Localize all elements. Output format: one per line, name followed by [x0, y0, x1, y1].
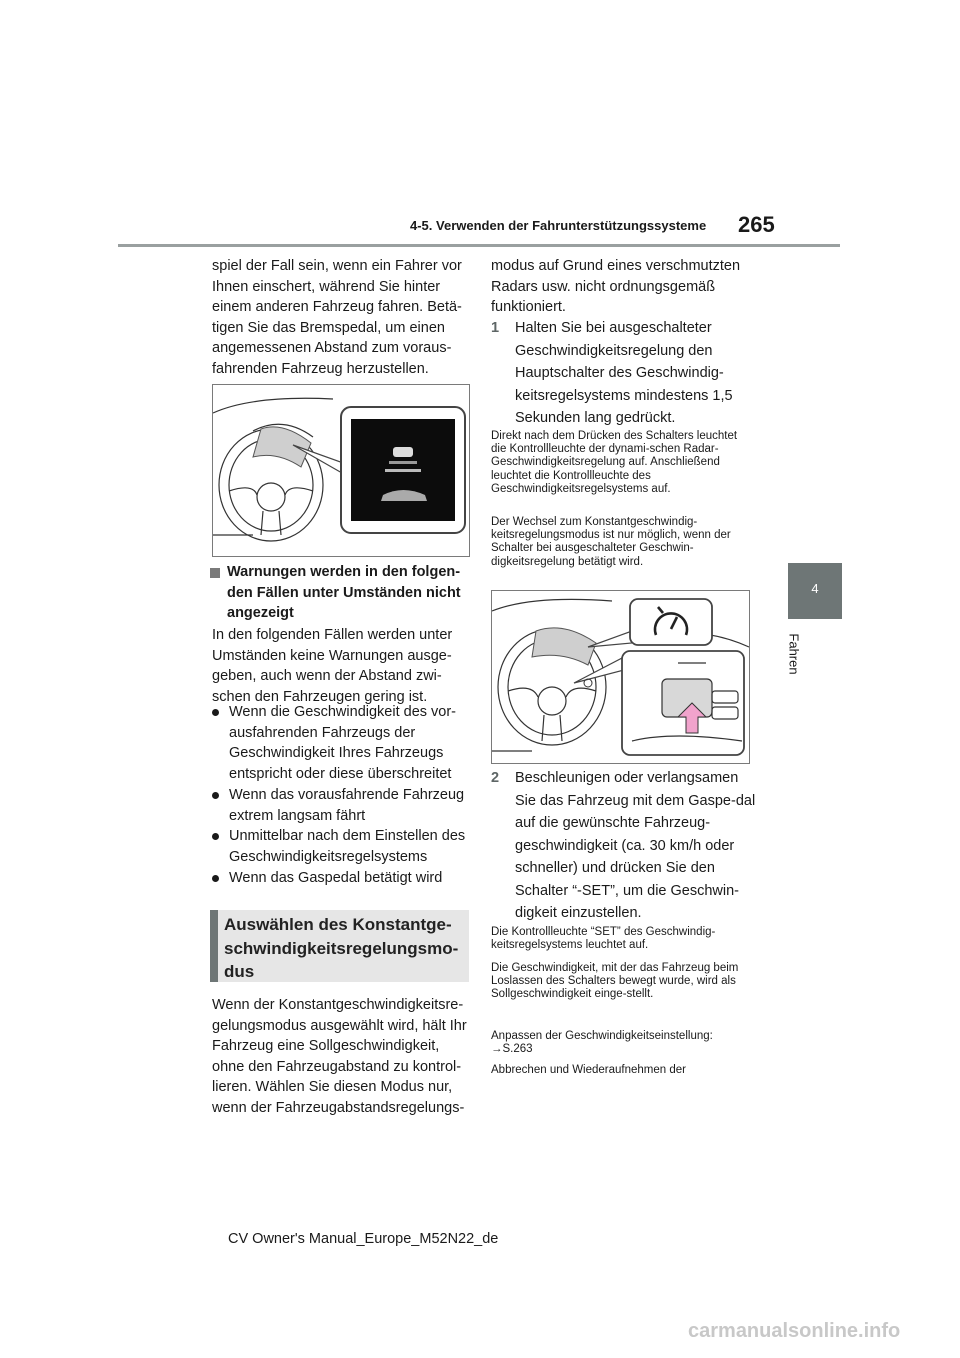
step-number: 2 [491, 770, 500, 786]
list-item [212, 702, 472, 784]
section-heading-box [210, 910, 469, 982]
section-heading: Auswählen des Konstantge-schwindigkeitsregelungsmo-dus [224, 915, 459, 981]
chapter-tab[interactable] [788, 563, 842, 619]
bullet-dot-icon [212, 792, 219, 799]
warn-paragraph-block [212, 625, 474, 707]
note: Direkt nach dem Drücken des Schalters leuchtet die Kontrollleuchte der dynami-schen Radar-Geschwindigkeitsregelung auf. Anschließend leuchtet die Kontrollleuchte des Geschwindigkeitsregelsystems auf. [491, 430, 738, 495]
list-item-text: Wenn das Gaspedal betätigt wird [229, 870, 443, 886]
warn-heading-text: Warnungen werden in den folgen-den Fällen unter Umständen nicht angezeigt [227, 564, 461, 621]
list-item [212, 826, 472, 867]
illustration-steering-switch [491, 590, 750, 764]
step-1 [491, 317, 761, 430]
steering-display-illustration [213, 385, 469, 556]
list-item [212, 785, 472, 826]
list-item-text: Wenn das vorausfahrende Fahrzeug extrem langsam fährt [229, 787, 465, 824]
right-intro [491, 256, 761, 318]
page-number: 265 [738, 212, 775, 237]
manual-id: CV Owner's Manual_Europe_M52N22_de [228, 1231, 499, 1247]
warn-heading [210, 562, 470, 624]
section-title: 4-5. Verwenden der Fahrunterstützungssysteme [410, 218, 707, 233]
step-text: Halten Sie bei ausgeschalteter Geschwindigkeitsregelung den Hauptschalter des Geschwindig-keitsregelsystems mindestens 1,5 Sekunden lang gedrückt. [515, 320, 733, 426]
watermark-logo: carmanualsonline.info [688, 1320, 901, 1342]
warn-paragraph: In den folgenden Fällen werden unter Umständen keine Warnungen ausge-geben, auch wenn der Abstand zwi-schen den Fahrzeugen gering ist. [212, 627, 453, 705]
bullet-dot-icon [212, 875, 219, 882]
left-intro [212, 256, 474, 379]
intro-paragraph: spiel der Fall sein, wenn ein Fahrer vor Ihnen einschert, während Sie hinter einem anderen Fahrzeug fahren. Betä-tigen Sie das Bremspedal, um einen angemessenen Abstand zum voraus-fahrenden Fahrzeug herzustellen. [212, 258, 462, 377]
note: Die Kontrollleuchte “SET” des Geschwindig-keitsregelsystems leuchtet auf. [491, 926, 716, 952]
bullet-dot-icon [212, 833, 219, 840]
note: Der Wechsel zum Konstantgeschwindig-keitsregelungsmodus ist nur möglich, wenn der Schalter bei ausgeschalteter Geschwin-digkeitsregelung betätigt wird. [491, 516, 731, 568]
mode-paragraph-block [212, 995, 474, 1118]
chapter-number: 4 [811, 581, 819, 596]
illustration-steering-display [212, 384, 470, 557]
chapter-label [786, 632, 802, 676]
list-item [212, 868, 472, 889]
chapter-label-text: Fahren [786, 633, 802, 675]
note[interactable]: Anpassen der Geschwindigkeitseinstellung: →S.263 [491, 1030, 713, 1056]
mode-paragraph: Wenn der Konstantgeschwindigkeitsre-gelungsmodus ausgewählt wird, hält Ihr Fahrzeug eine Sollgeschwindigkeit, ohne den Fahrzeugabstand zu kontrol-lieren. Wählen Sie diesen Modus nur, wenn der Fahrzeugabstandsregelungs- [212, 997, 467, 1116]
list-item-text: Wenn die Geschwindigkeit des vor-ausfahrenden Fahrzeugs der Geschwindigkeit Ihres Fahrzeugs entspricht oder diese überschreitet [229, 704, 457, 782]
heading-square-icon [210, 568, 220, 578]
header-divider [118, 244, 840, 247]
heading-accent-bar [210, 910, 218, 982]
step-number: 1 [491, 320, 500, 336]
right-intro-paragraph: modus auf Grund eines verschmutzten Radars usw. nicht ordnungsgemäß funktioniert. [491, 258, 741, 315]
note: Abbrechen und Wiederaufnehmen der [491, 1064, 686, 1076]
step-2 [491, 767, 761, 925]
step-text: Beschleunigen oder verlangsamen Sie das Fahrzeug mit dem Gaspe-dal auf die gewünschte Fahrzeug-geschwindigkeit (ca. 30 km/h oder schneller) und drücken Sie den Schalter “-SET”, um die Geschwin-digkeit einzustellen. [515, 770, 756, 921]
note: Die Geschwindigkeit, mit der das Fahrzeug beim Loslassen des Schalters bewegt wurde, wird als Sollgeschwindigkeit einge-stellt. [491, 962, 739, 1001]
list-item-text: Unmittelbar nach dem Einstellen des Geschwindigkeitsregelsystems [229, 828, 466, 865]
bullet-dot-icon [212, 709, 219, 716]
steering-switch-illustration [492, 591, 749, 763]
